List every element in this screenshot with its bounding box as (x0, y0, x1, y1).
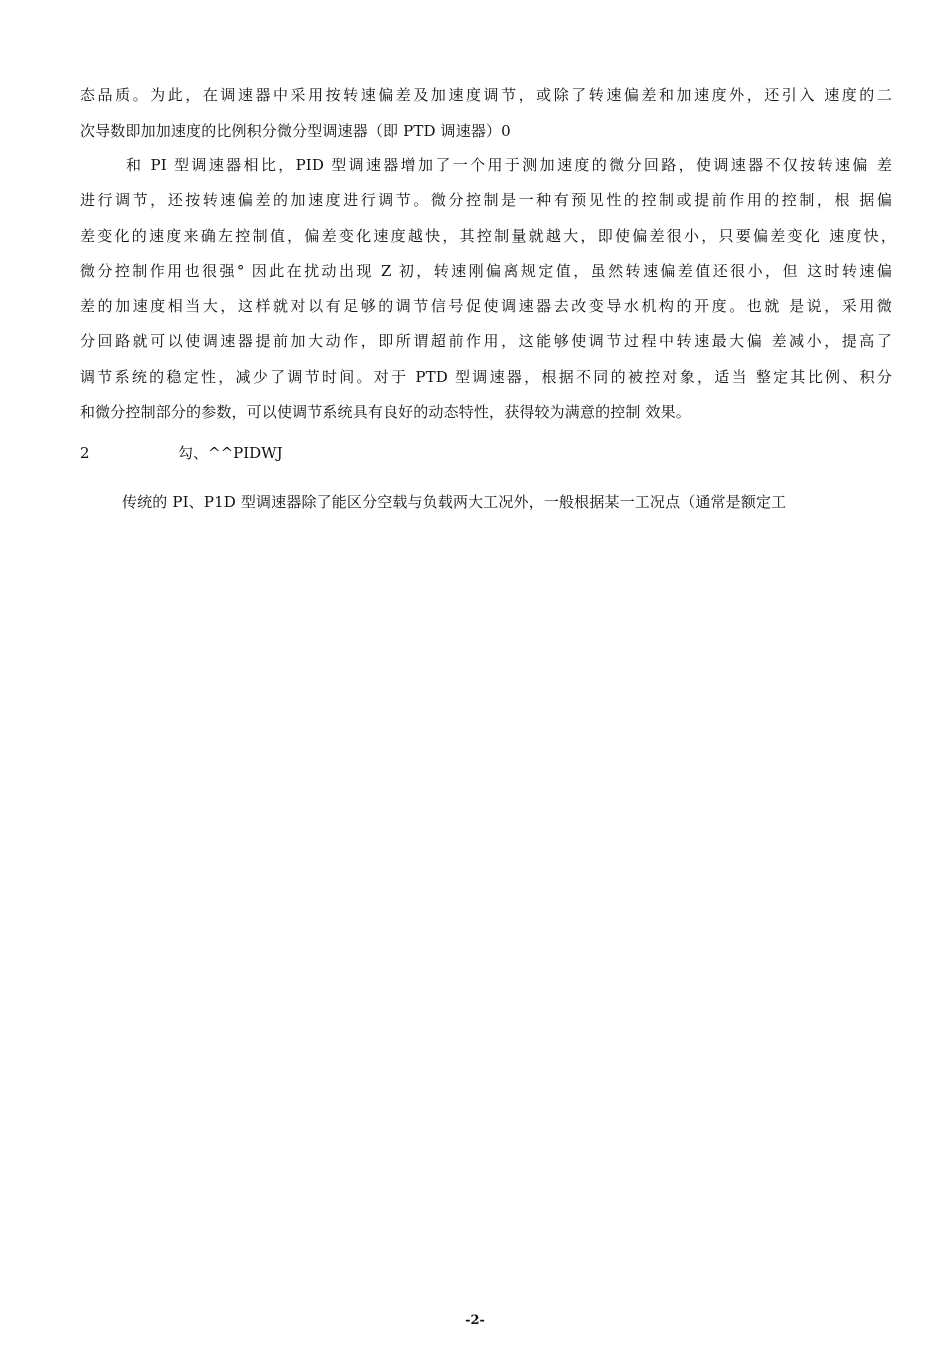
paragraph2-line-2: 进行调节，还按转速偏差的加速度进行调节。微分控制是一种有预见性的控制或提前作用的控制，根 据偏 (80, 191, 892, 209)
paragraph2-line-3: 差变化的速度来确左控制值，偏差变化速度越快，其控制量就越大，即使偏差很小，只要偏差变化 速度快， (80, 227, 896, 245)
paragraph2-line-4: 微分控制作用也很强° 因此在扰动出现 Z 初，转速刚偏离规定值，虽然转速偏差值还很小，但 这时转速偏 (80, 262, 892, 280)
paragraph1-line-1: 态品质。为此，在调速器中采用按转速偏差及加速度调节，或除了转速偏差和加速度外，还引入 速度的二 (80, 86, 892, 104)
section-number: 2 (80, 444, 90, 462)
paragraph2-line-8: 和微分控制部分的参数，可以使调节系统具有良好的动态特性，获得较为满意的控制 效果。 (80, 403, 691, 421)
paragraph3-line-1: 传统的 PI、P1D 型调速器除了能区分空载与负载两大工况外，一般根据某一工况点（通常是额定工 (122, 493, 787, 511)
paragraph2-line-6: 分回路就可以使调速器提前加大动作，即所谓超前作用，这能够使调节过程中转速最大偏 差减小，提高了 (80, 332, 892, 350)
section-heading: 勾、^^PIDWJ (178, 444, 283, 462)
page-number: -2- (465, 1313, 485, 1328)
paragraph2-line-1: 和 PI 型调速器相比，PID 型调速器增加了一个用于测加速度的微分回路，使调速器不仅按转速偏 差 (126, 156, 892, 174)
paragraph2-line-7: 调节系统的稳定性，减少了调节时间。对于 PTD 型调速器，根据不同的被控对象，适当 整定其比例、积分 (80, 368, 892, 386)
paragraph1-line-2: 次导数即加加速度的比例积分微分型调速器（即 PTD 调速器）0 (80, 122, 511, 140)
paragraph2-line-5: 差的加速度相当大，这样就对以有足够的调节信号促使调速器去改变导水机构的开度。也就 是说，采用微 (80, 297, 892, 315)
